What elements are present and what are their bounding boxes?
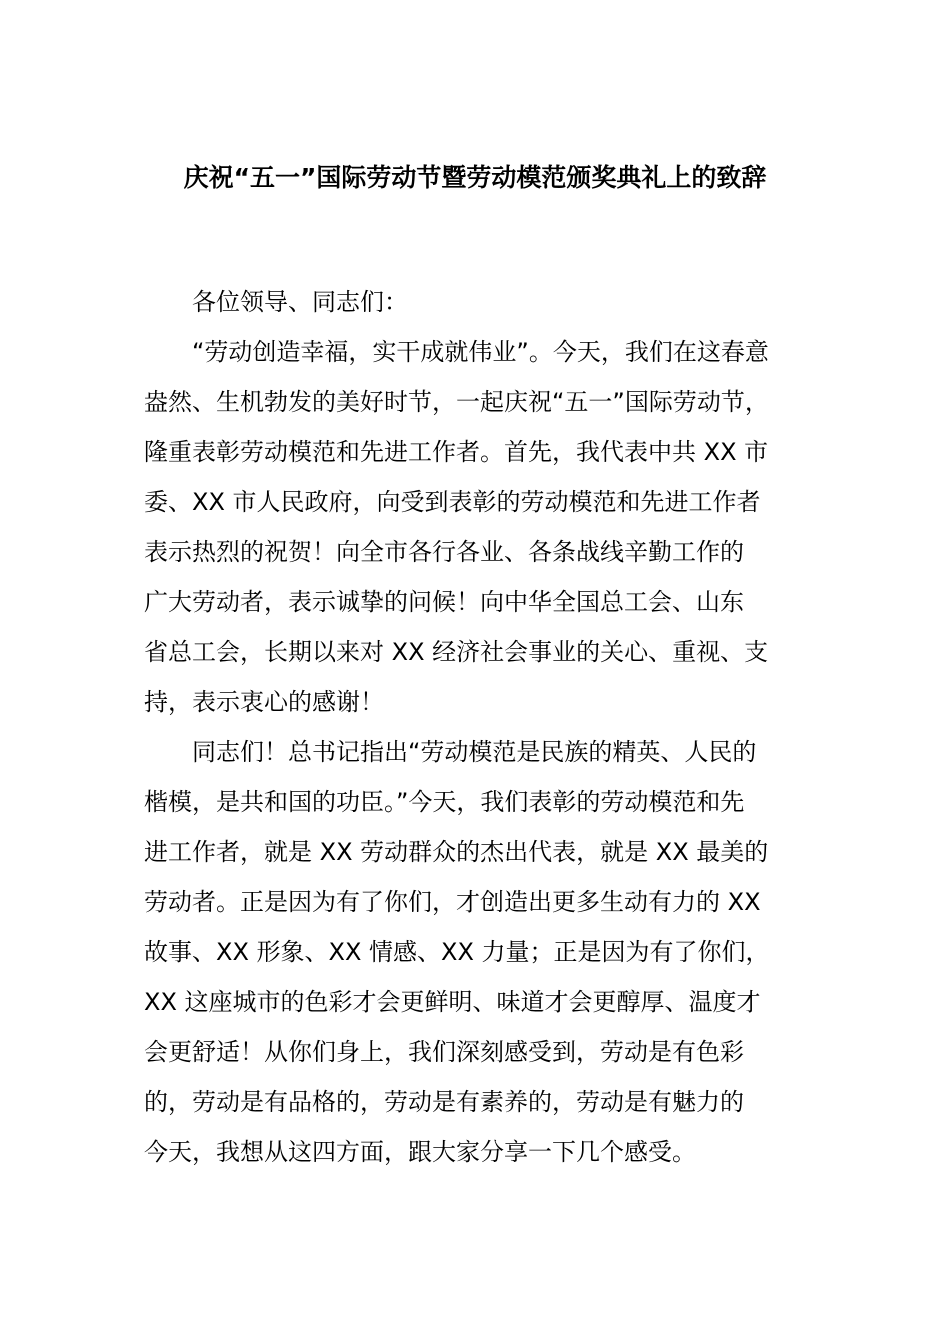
text-line: 的，劳动是有品格的，劳动是有素养的，劳动是有魅力的 <box>144 1088 744 1116</box>
text-line: 楷模，是共和国的功臣。”今天，我们表彰的劳动模范和先 <box>144 788 745 816</box>
text-line: 同志们！总书记指出“劳动模范是民族的精英、人民的 <box>192 738 757 766</box>
document-title: 庆祝“五一”国际劳动节暨劳动模范颁奖典礼上的致辞 <box>183 163 767 192</box>
text-line: 盎然、生机勃发的美好时节，一起庆祝“五一”国际劳动节， <box>144 388 769 416</box>
text-line: 今天，我想从这四方面，跟大家分享一下几个感受。 <box>144 1138 696 1166</box>
paragraph-opening <box>144 327 806 727</box>
paragraph-greeting <box>144 277 806 327</box>
text-line: 会更舒适！从你们身上，我们深刻感受到，劳动是有色彩 <box>144 1038 744 1066</box>
text-line: XX 这座城市的色彩才会更鲜明、味道才会更醇厚、温度才 <box>144 988 761 1016</box>
text-line: 进工作者，就是 XX 劳动群众的杰出代表，就是 XX 最美的 <box>144 838 769 866</box>
document-body <box>144 277 806 1177</box>
text-line: “劳动创造幸福，实干成就伟业”。今天，我们在这春意 <box>192 338 769 366</box>
text-line: 劳动者。正是因为有了你们，才创造出更多生动有力的 XX <box>144 888 761 916</box>
text-line: 广大劳动者，表示诚挚的问候！向中华全国总工会、山东 <box>144 588 744 616</box>
text-line: 各位领导、同志们： <box>192 288 408 316</box>
text-line: 故事、XX 形象、XX 情感、XX 力量；正是因为有了你们， <box>144 938 770 966</box>
text-line: 隆重表彰劳动模范和先进工作者。首先，我代表中共 XX 市 <box>144 438 769 466</box>
text-line: 委、XX 市人民政府，向受到表彰的劳动模范和先进工作者 <box>144 488 761 516</box>
text-line: 省总工会，长期以来对 XX 经济社会事业的关心、重视、支 <box>144 638 769 666</box>
text-line: 表示热烈的祝贺！向全市各行各业、各条战线辛勤工作的 <box>144 538 744 566</box>
paragraph-comrades <box>144 727 806 1177</box>
text-line: 持，表示衷心的感谢！ <box>144 688 384 716</box>
